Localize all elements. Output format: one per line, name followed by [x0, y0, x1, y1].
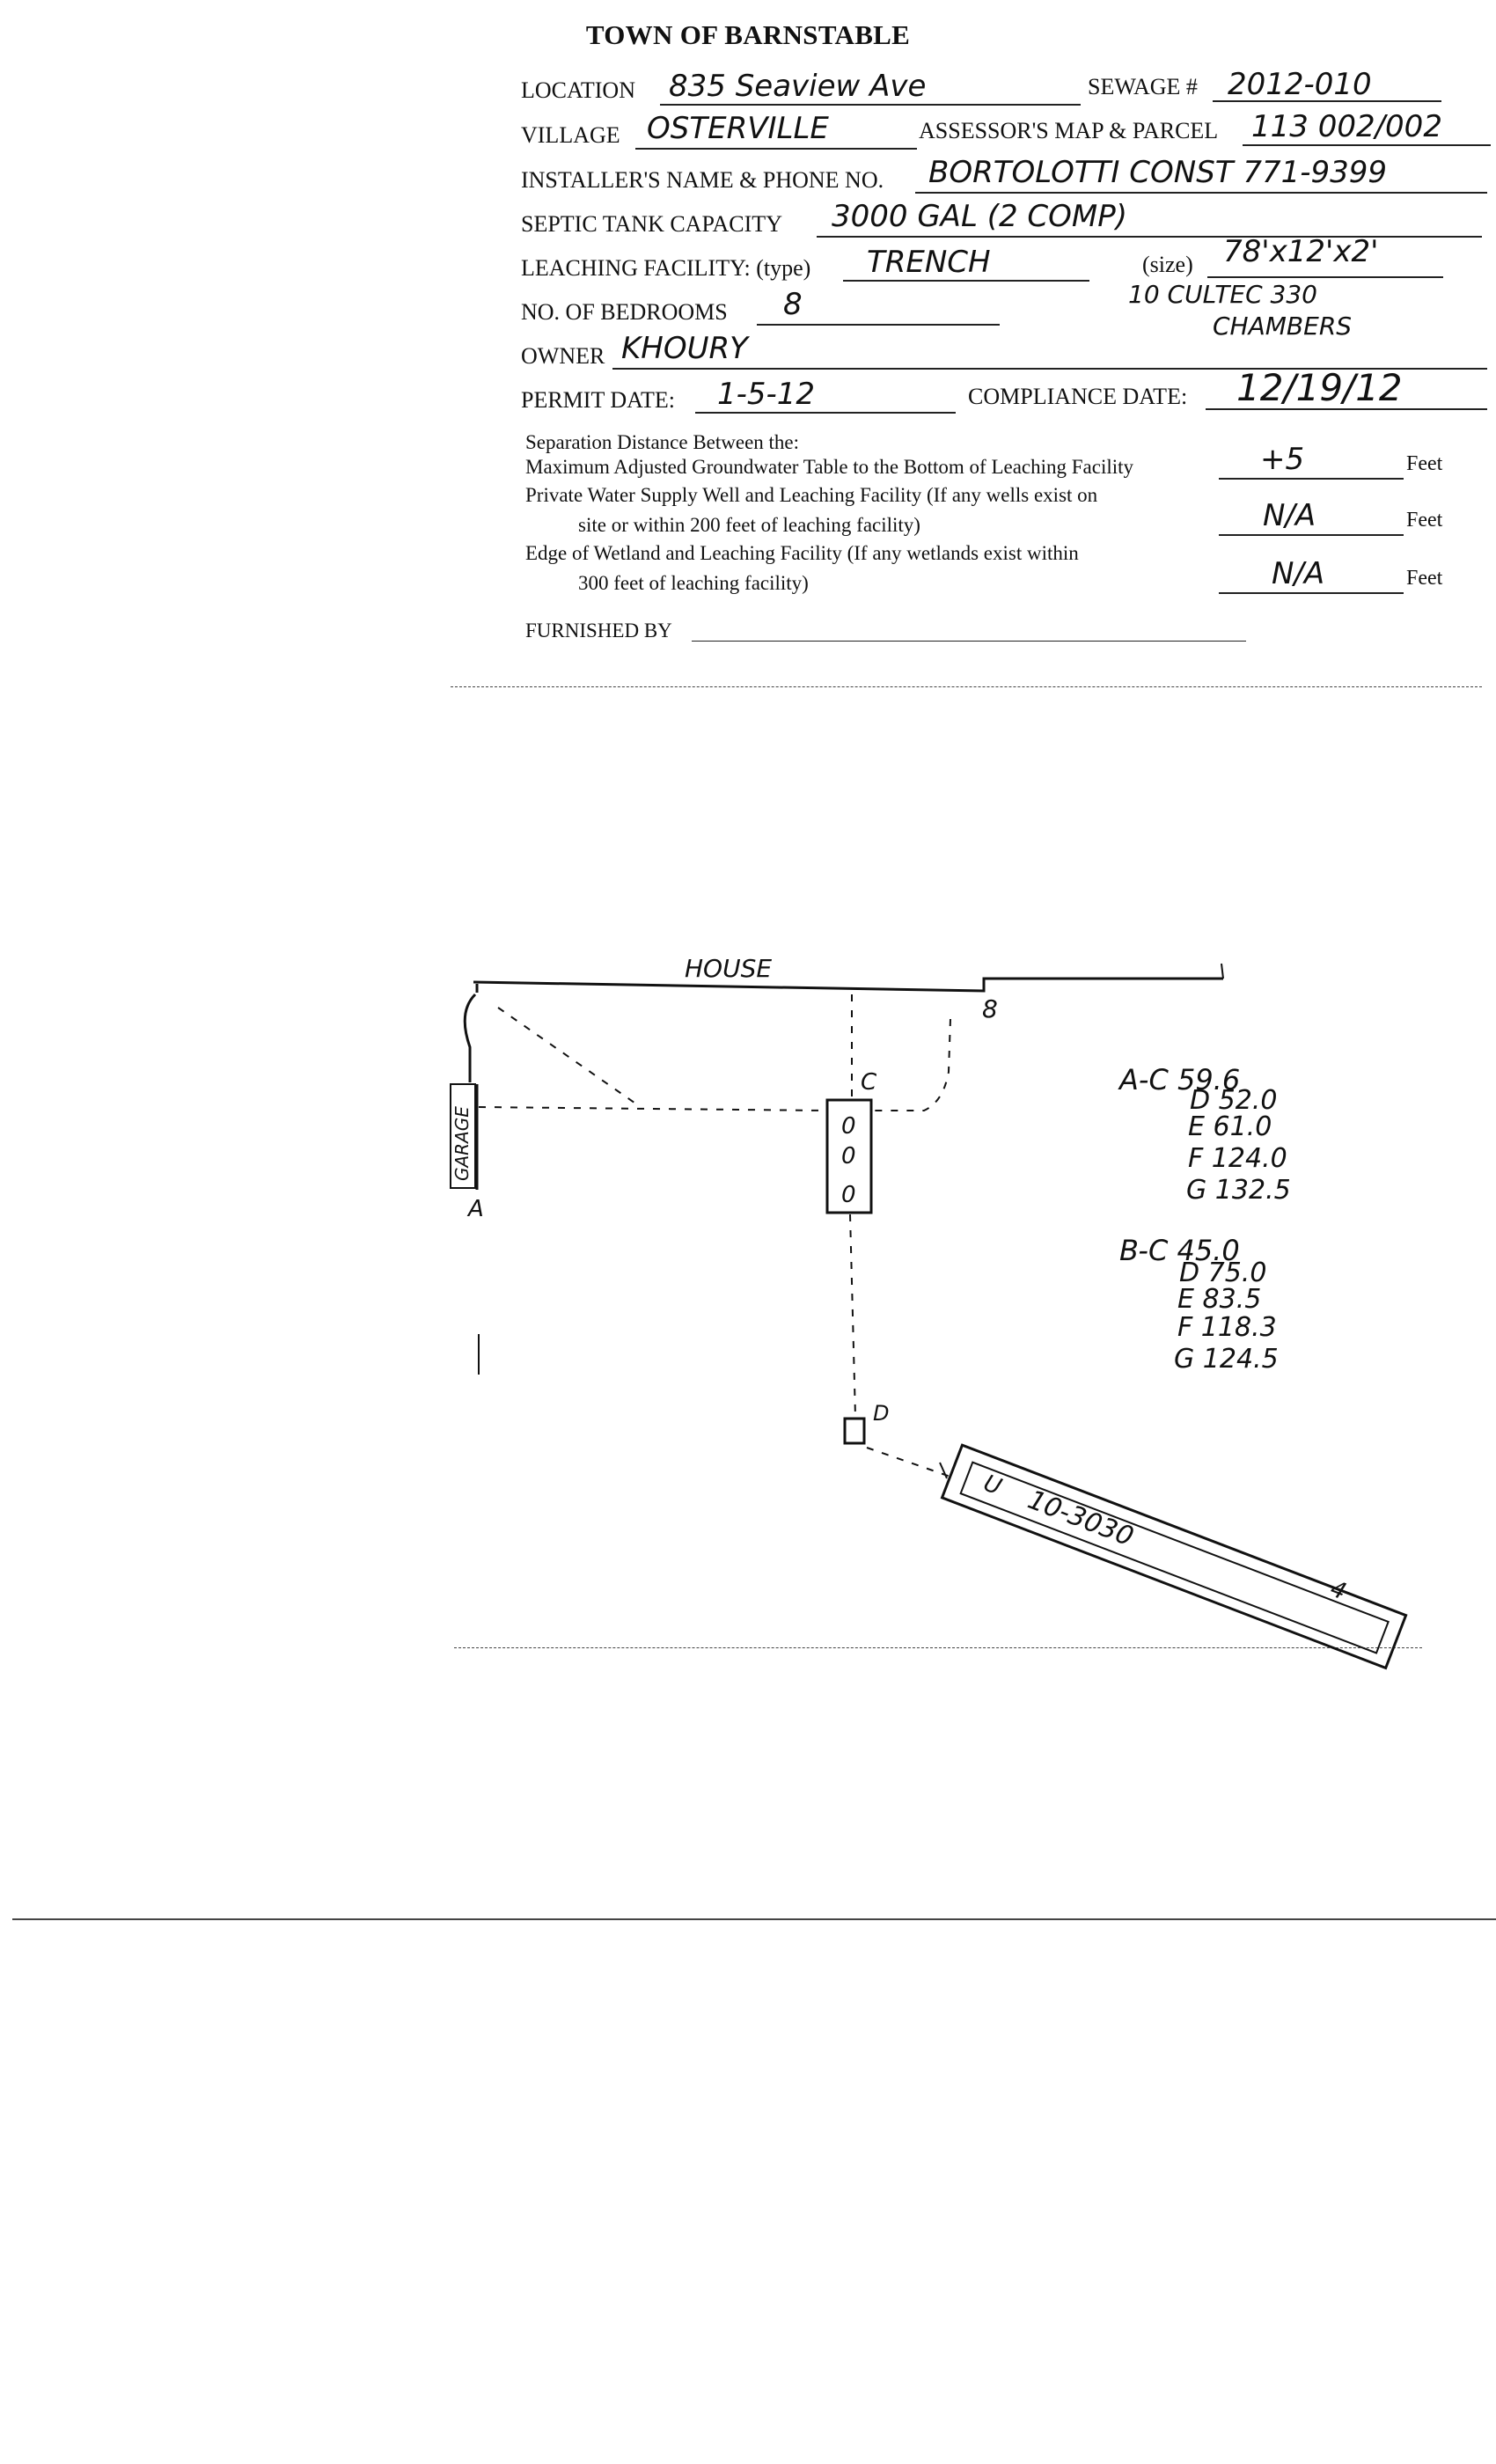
leaching-field — [942, 1445, 1406, 1668]
sep2-feet: Feet — [1406, 509, 1443, 532]
size-label: (size) — [1142, 252, 1193, 277]
tank-mark-2: 0 — [841, 1143, 856, 1170]
ties-b-row-3: F 118.3 — [1177, 1312, 1277, 1343]
size-note-1: 10 CULTEC 330 — [1128, 280, 1317, 309]
point-c: C — [861, 1069, 877, 1096]
owner-value: KHOURY — [621, 331, 748, 366]
sep3-feet: Feet — [1406, 567, 1443, 590]
sep2-text-1: Private Water Supply Well and Leaching Facility (If any wells exist on — [525, 484, 1098, 506]
village-value: OSTERVILLE — [647, 111, 829, 146]
tie-line-diagonal — [498, 1008, 641, 1107]
pipe-tank-d — [850, 1214, 855, 1417]
bedrooms-label: NO. OF BEDROOMS — [521, 299, 728, 325]
ties-a-row-3: F 124.0 — [1188, 1143, 1287, 1174]
field-end-right: 4 — [1326, 1575, 1350, 1606]
sep3-text-2: 300 feet of leaching facility) — [578, 572, 809, 594]
point-a: A — [468, 1196, 484, 1222]
owner-label: OWNER — [521, 343, 605, 369]
furnished-label: FURNISHED BY — [525, 620, 672, 642]
ties-a-row-1: D 52.0 — [1190, 1085, 1278, 1116]
sep2-text-2: site or within 200 feet of leaching facility) — [578, 514, 920, 536]
point-b: 8 — [982, 994, 998, 1023]
assessor-value: 113 002/002 — [1251, 109, 1442, 144]
tank-mark-1: 0 — [841, 1113, 856, 1140]
permit-value: 1-5-12 — [717, 377, 816, 412]
tank-mark-3: 0 — [841, 1182, 856, 1208]
size-note-2: CHAMBERS — [1213, 312, 1353, 341]
sep1-value: +5 — [1260, 442, 1305, 477]
ties-a-head: A-C 59.6 — [1119, 1063, 1241, 1096]
leaching-value: TRENCH — [867, 245, 991, 280]
separation-header: Separation Distance Between the: — [525, 431, 800, 453]
leaching-label: LEACHING FACILITY: (type) — [521, 255, 811, 281]
sep3-value: N/A — [1272, 556, 1325, 591]
compliance-label: COMPLIANCE DATE: — [968, 384, 1188, 409]
tank-value: 3000 GAL (2 COMP) — [832, 199, 1127, 234]
compliance-value: 12/19/12 — [1236, 366, 1403, 409]
installer-value: BORTOLOTTI CONST 771-9399 — [928, 155, 1388, 190]
field-end-left: U — [979, 1470, 1006, 1501]
garage-label: GARAGE — [451, 1106, 473, 1181]
tie-line-b — [871, 1019, 950, 1111]
ties-b-row-1: D 75.0 — [1179, 1258, 1267, 1288]
ties-b-row-2: E 83.5 — [1177, 1284, 1262, 1315]
point-d: D — [873, 1401, 890, 1426]
sewage-label: SEWAGE # — [1088, 74, 1198, 99]
sewage-value: 2012-010 — [1228, 67, 1372, 102]
location-label: LOCATION — [521, 77, 635, 103]
sep1-text: Maximum Adjusted Groundwater Table to the Bottom of Leaching Facility — [525, 456, 1134, 478]
size-value: 78'x12'x2' — [1223, 234, 1379, 269]
sep2-value: N/A — [1263, 498, 1316, 533]
distribution-box — [845, 1419, 864, 1443]
ties-a-row-2: E 61.0 — [1188, 1111, 1272, 1142]
tie-line-garage-tank — [479, 1107, 827, 1111]
location-value: 835 Seaview Ave — [669, 69, 927, 104]
sep3-text-1: Edge of Wetland and Leaching Facility (If any wetlands exist within — [525, 542, 1079, 564]
garage-outline — [465, 984, 477, 1082]
bedrooms-value: 8 — [783, 287, 803, 322]
pipe-d-field — [867, 1448, 950, 1477]
permit-label: PERMIT DATE: — [521, 387, 676, 413]
house-wall — [473, 979, 1223, 991]
assessor-label: ASSESSOR'S MAP & PARCEL — [919, 118, 1219, 143]
village-label: VILLAGE — [521, 122, 620, 148]
installer-label: INSTALLER'S NAME & PHONE NO. — [521, 167, 884, 193]
ties-b-row-4: G 124.5 — [1174, 1344, 1279, 1375]
house-label: HOUSE — [685, 954, 773, 983]
tank-label: SEPTIC TANK CAPACITY — [521, 211, 782, 237]
form-title: TOWN OF BARNSTABLE — [585, 19, 911, 50]
ties-b-head: B-C 45.0 — [1119, 1234, 1240, 1267]
field-text: 10-3030 — [1023, 1484, 1138, 1553]
sep1-feet: Feet — [1406, 452, 1443, 475]
ties-a-row-4: G 132.5 — [1186, 1175, 1291, 1206]
